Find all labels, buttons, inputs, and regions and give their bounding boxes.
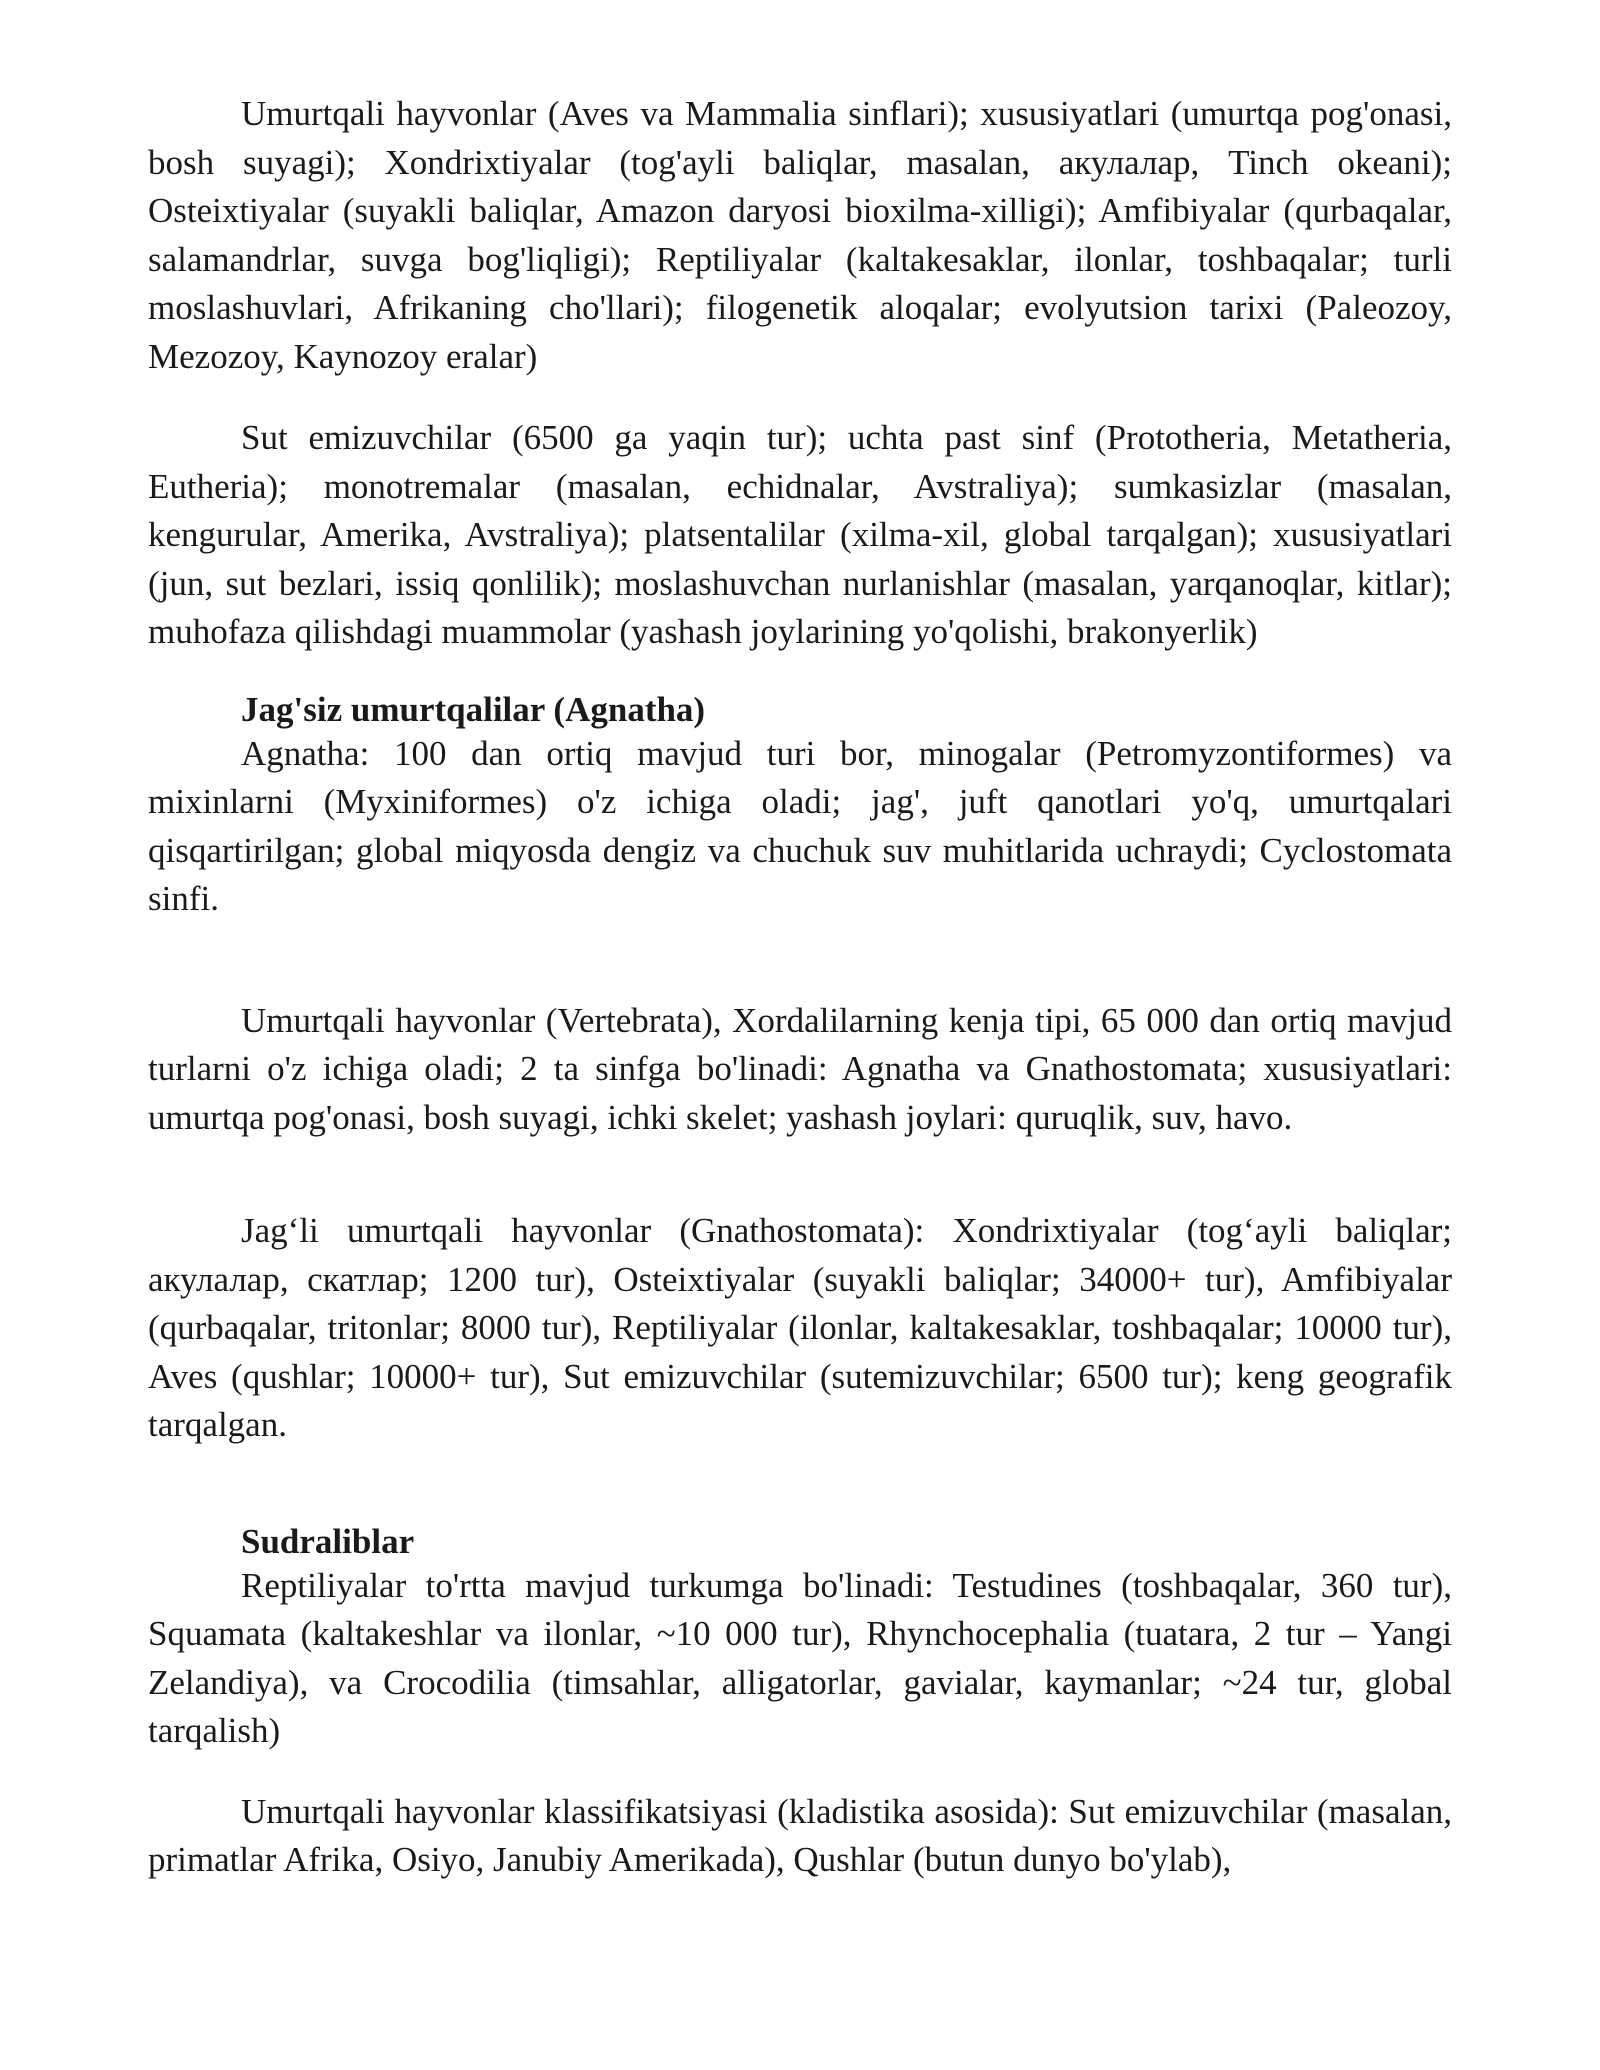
paragraph-vertebrata: Umurtqali hayvonlar (Vertebrata), Xordalilarning kenja tipi, 65 000 dan ortiq mavjud turlarni o'z ichiga oladi; 2 ta sinfga bo'linadi: Agnatha va Gnathostomata; xususiyatlari: umurtqa pog'onasi, bosh suyagi, ichki skelet; yashash joylari: quruqlik, suv, havo. [148,1000,1452,1137]
heading-reptiles: Sudraliblar [241,1521,415,1561]
paragraph-vertebrate-classes: Umurtqali hayvonlar (Aves va Mammalia sinflari); xususiyatlari (umurtqa pog'onasi, bosh suyagi); Xondrixtiyalar (tog'ayli baliqlar, masalan, акулалар, Tinch okeani); Osteixtiyalar (suyakli baliqlar, Amazon daryosi bioxilma-xilligi); Amfibiyalar (qurbaqalar, salamandrlar, suvga bog'liqligi); Reptiliyalar (kaltakesaklar, ilonlar, toshbaqalar; turli moslashuvlari, Afrikaning cho'llari); filogenetik aloqalar; evolyutsion tarixi (Paleozoy, Mezozoy, Kaynozoy eralar) [148,94,1452,376]
document-page [148,90,1452,1885]
paragraph-classification: Umurtqali hayvonlar klassifikatsiyasi (kladistika asosida): Sut emizuvchilar (masalan, primatlar Afrika, Osiyo, Janubiy Amerikada), Qushlar (butun dunyo bo'ylab), [148,1791,1452,1879]
paragraph-agnatha: Agnatha: 100 dan ortiq mavjud turi bor, minogalar (Petromyzontiformes) va mixinlarni (Myxiniformes) o'z ichiga oladi; jag', juft qanotlari yo'q, umurtqalari qisqartirilgan; global miqyosda dengiz va chuchuk suv muhitlarida uchraydi; Cyclostomata sinfi. [148,733,1452,918]
paragraph-mammals: Sut emizuvchilar (6500 ga yaqin tur); uchta past sinf (Prototheria, Metatheria, Eutheria); monotremalar (masalan, echidnalar, Avstraliya); sumkasizlar (masalan, kengurular, Amerika, Avstraliya); platsentalilar (xilma-xil, global tarqalgan); xususiyatlari (jun, sut bezlari, issiq qonlilik); moslashuvchan nurlanishlar (masalan, yarqanoqlar, kitlar); muhofaza qilishdagi muammolar (yashash joylarining yo'qolishi, brakonyerlik) [148,418,1452,651]
paragraph-gnathostomata: Jag‘li umurtqali hayvonlar (Gnathostomata): Xondrixtiyalar (tog‘ayli baliqlar; акулалар, скатлар; 1200 tur), Osteixtiyalar (suyakli baliqlar; 34000+ tur), Amfibiyalar (qurbaqalar, tritonlar; 8000 tur), Reptiliyalar (ilonlar, kaltakesaklar, toshbaqalar; 10000 tur), Aves (qushlar; 10000+ tur), Sut emizuvchilar (sutemizuvchilar; 6500 tur); keng geografik tarqalgan. [148,1211,1452,1444]
heading-agnatha: Jag'siz umurtqalilar (Agnatha) [241,689,706,729]
paragraph-reptiles: Reptiliyalar to'rtta mavjud turkumga bo'linadi: Testudines (toshbaqalar, 360 tur), Squamata (kaltakeshlar va ilonlar, ~10 000 tur), Rhynchocephalia (tuatara, 2 tur – Yangi Zelandiya), va Crocodilia (timsahlar, alligatorlar, gavialar, kaymanlar; ~24 tur, global tarqalish) [148,1565,1452,1750]
